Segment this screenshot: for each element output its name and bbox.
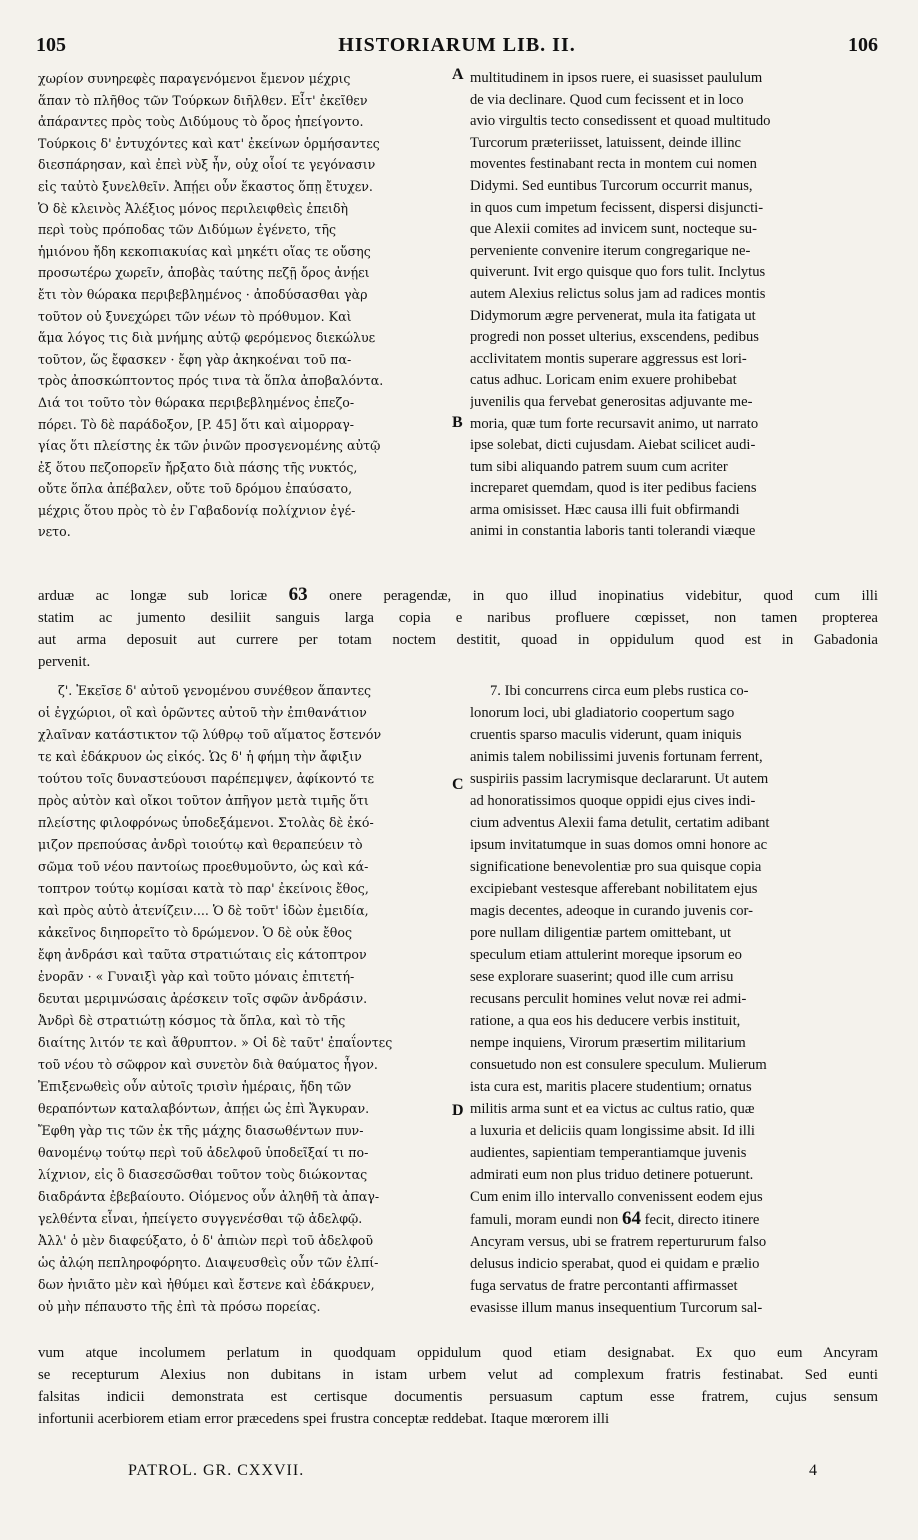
text-line: τοῦτον οὐ ξυνεχώρει τῶν νέων τὸ πρόθυμον. Καὶ <box>38 308 352 324</box>
text-line: Cum enim illo intervallo convenissent eodem ejus <box>470 1189 763 1205</box>
text-line: arduæ ac longæ sub loricæ 63 onere peragendæ, in quo illud inopinatius videbitur, quod cum illi <box>38 584 878 605</box>
text-line: avio virgultis tecto consedissent et quoad multitudo <box>470 113 771 130</box>
text-line: admirati eum non plus triduo detinere potuerunt. <box>470 1167 754 1183</box>
text-line: πρὸς αὐτὸν καὶ οἴκοι τοῦτον ἀπῆγον μετὰ τιμῆς ὅτι <box>38 793 369 808</box>
text-line: pore nullam diligentiæ partem omittebant, ut <box>470 925 732 941</box>
text-line: τοῦ νέου τὸ σῶφρον καὶ συνετὸν διὰ θαύματος ἦγον. <box>38 1057 378 1072</box>
text-line: μιζον πρεπούσας ἀνδρὶ τοιούτῳ καὶ θεραπεύειν τὸ <box>38 837 363 852</box>
footer-gathering-number: 4 <box>809 1462 818 1479</box>
text-line: se recepturum Alexius non dubitans in istam urbem velut ad complexum fratris festinabat. Sed eunti <box>38 1367 878 1383</box>
text-line: ipsum invitatumque in suas domos omni honore ac <box>470 837 768 853</box>
text-line: animi in constantia laboris tanti tolerandi viæque <box>470 523 756 540</box>
text-line: speculum etiam attulerint moreque ipsorum eo <box>470 947 742 963</box>
text-line: ipse solebat, dicti cujusdam. Aiebat scilicet audi- <box>470 437 756 454</box>
greek-column-top <box>38 68 456 543</box>
text-line: Ἐπιξενωθεὶς οὖν αὐτοῖς τρισὶν ἡμέραις, ἤδη τῶν <box>38 1079 352 1094</box>
text-line: excipiebant vestesque afferebant nobilitatem ejus <box>470 881 758 897</box>
latin-fullwidth-continuation <box>38 584 878 673</box>
text-line: moventes festinabant recta in montem cui nomen <box>470 156 757 173</box>
text-line: Ἔφθη γὰρ τις τῶν ἐκ τῆς μάχης διασωθέντων πυν- <box>38 1123 364 1138</box>
text-line: tum sibi aliquando patrem suum cum acriter <box>470 458 728 475</box>
text-line: ζ'. Ἐκεῖσε δ' αὐτοῦ γενομένου συνέθεον ἅπαντες <box>58 683 372 698</box>
text-line: sese explorare suaserint; quod ille cum arrisu <box>470 969 734 985</box>
text-line: τε καὶ ἐδάκρυον ὡς εἰκός. Ὡς δ' ἡ φήμη τὴν ἄφιξιν <box>38 749 362 764</box>
text-line: Διά τοι τοῦτο τὸν θώρακα περιβεβλημένος ἐπεζο- <box>38 394 355 410</box>
text-line: vum atque incolumem perlatum in quodquam oppidulum quod etiam designabat. Ex quo eum Ancyram <box>38 1345 878 1361</box>
text-line: οὔτε ὅπλα ἀπέβαλεν, οὔτε τοῦ δρόμου ἐπαύσατο, <box>38 481 353 497</box>
text-line: significatione benevolentiæ pro sua quisque copia <box>470 859 762 875</box>
text-line: πλείστης φιλοφρόνως ὑποδεξάμενοι. Στολὰς δὲ ἐκό- <box>38 815 374 830</box>
text-line: ratione, a qua eos his deducere verbis instituit, <box>470 1013 741 1029</box>
right-page-number: 106 <box>848 34 878 56</box>
text-line: que Alexii comites ad invicem sunt, nocteque su- <box>470 221 757 238</box>
text-line: Turcorum præteriisset, latuissent, deinde illinc <box>470 134 742 151</box>
text-line: τοῦτον, ὥς ἔφασκεν · ἔφη γὰρ ἀκηκοέναι τοῦ πα- <box>38 351 352 367</box>
text-line: lonorum loci, ubi gladiatorio coopertum sago <box>470 705 735 721</box>
text-line: evasisse illum manus insequentium Turcorum sal- <box>470 1300 763 1316</box>
text-line: θεραπόντων καταλαβόντων, ἀπῄει ὡς ἐπὶ Ἄγκυραν. <box>38 1101 370 1116</box>
text-line: Didymorum ægre pervenerat, mula ita fatigata ut <box>470 307 756 324</box>
text-line: Ἀνδρὶ δὲ στρατιώτῃ κόσμος τὰ ὅπλα, καὶ τὸ τῆς <box>38 1013 346 1028</box>
margin-marker-d: D <box>452 1102 464 1119</box>
text-line: γίας ὅτι πλείστης ἐκ τῶν ῥινῶν προσγενομένης αὐτῷ <box>38 438 381 454</box>
text-line: juvenilis qua fervebat generositas adjuvante me- <box>470 393 753 410</box>
text-line: recusans perculit homines velut novæ rei admi- <box>470 991 747 1007</box>
text-line: σῶμα τοῦ νέου παντοίως προεθυμοῦντο, ὡς καὶ κά- <box>38 859 369 874</box>
text-line: multitudinem in ipsos ruere, ei suasisset paululum <box>470 70 763 86</box>
text-line: δευται μεριμνώσαις ἀρέσκειν τοῖς σφῶν ἀνδράσιν. <box>38 991 368 1006</box>
margin-marker-b: B <box>452 414 463 431</box>
text-line: μέχρις ὅτου πρὸς τὸ ἐν Γαβαδονίᾳ πολίχνιον ἐγέ- <box>38 502 356 518</box>
text-line: χωρίον συνηρεφὲς παραγενόμενοι ἔμενον μέχρις <box>38 71 351 86</box>
text-line: Ancyram versus, ubi se fratrem repertururum falso <box>470 1234 767 1250</box>
text-line: ista cura est, maritis placere studentium; ornatus <box>470 1079 752 1095</box>
text-line: magis decentes, adeoque in curando juvenis cor- <box>470 903 753 919</box>
text-line: τρὸς ἀποσκώπτοντος πρός τινα τὰ ὅπλα ἀποβαλόντα. <box>38 373 384 389</box>
text-line: de via declinare. Quod cum fecissent et in loco <box>470 91 744 108</box>
left-page-number: 105 <box>36 34 66 56</box>
text-line: suspiriis passim lacrymisque declararunt. Ut autem <box>470 771 769 787</box>
text-line: Τούρκοις δ' ἐντυχόντες καὶ κατ' ἐκείνων ὁρμήσαντες <box>38 135 380 151</box>
text-line: διαδράντα ἐβεβαίουτο. Οἰόμενος οὖν ἀληθῆ τὰ ἀπαγ- <box>38 1189 380 1204</box>
text-line: perveniente convenire iterum congregarique ne- <box>470 242 751 259</box>
text-line: statim ac jumento desiliit sanguis larga copia e naribus profluere cœpisset, non tamen propterea <box>38 610 878 626</box>
text-line: acclivitatem montis superare aggressus est lori- <box>470 350 747 367</box>
text-line: aut arma deposuit aut currere per totam noctem destitit, quoad in oppidulum quod est in Gabadonia <box>38 632 878 648</box>
latin-column-middle <box>470 680 878 1319</box>
text-line: infortunii acerbiorem etiam error præcedens spei frustra conceptæ reddebat. Itaque mœrorem illi <box>38 1411 610 1427</box>
text-line: ἐνορᾶν · « Γυναιξὶ γὰρ καὶ τοῦτο μόναις ἐπιτετή- <box>38 969 355 984</box>
text-line: Ὁ δὲ κλεινὸς Ἀλέξιος μόνος περιλειφθεὶς ἐπειδὴ <box>38 200 349 216</box>
text-line: arma omisisset. Hæc causa illi fuit obfirmandi <box>470 501 740 518</box>
migne-column-number: 64 <box>622 1208 641 1229</box>
text-line: autem Alexius relictus solus jam ad radices montis <box>470 285 766 302</box>
text-line: καὶ πρὸς αὐτὸ ἀτενίζειν.... Ὁ δὲ τοῦτ' ἰδὼν ἐμειδία, <box>38 903 369 918</box>
running-header <box>36 34 878 60</box>
text-line: τοπτρον τούτῳ κομίσαι κατὰ τὸ παρ' ἐκείνοις ἔθος, <box>38 881 369 896</box>
text-line: νετο. <box>38 524 71 540</box>
text-line: θανομένῳ τούτῳ περὶ τοῦ ἀδελφοῦ ὑποδεῖξαί τι πο- <box>38 1145 369 1160</box>
text-line: ἀπάραντες πρὸς τοὺς Διδύμους τὸ ὄρος ἠπείγοντο. <box>38 114 364 130</box>
margin-marker-a: A <box>452 66 464 83</box>
text-line: nempe inquiens, Virorum præsertim militarium <box>470 1035 746 1051</box>
text-line: τούτου τοῖς δυναστεύουσι παρέπεμψεν, ἀφίκοντό τε <box>38 771 375 786</box>
text-line: διεσπάρησαν, καὶ ἐπεὶ νὺξ ἦν, οὐχ οἷοί τε γεγόνασιν <box>38 157 376 173</box>
text-line: ὡς ἀλῴη πεπληροφόρητο. Διαψευσθεὶς οὖν τῶν ἐλπί- <box>38 1255 379 1270</box>
text-line: pervenit. <box>38 654 91 670</box>
text-line: catus adhuc. Loricam enim exuere prohibebat <box>470 372 737 389</box>
text-line: ἡμιόνου ἤδη κεκοπιακυίας καὶ μηκέτι οἵας τε οὔσης <box>38 243 371 259</box>
latin-fullwidth-bottom <box>38 1342 878 1430</box>
text-line: οἱ ἐγχώριοι, οἳ καὶ ὁρῶντες αὐτοῦ τὴν ἐπιθανάτιον <box>38 705 367 720</box>
text-line: πόρει. Τὸ δὲ παράδοξον, [P. 45] ὅτι καὶ αἱμορραγ- <box>38 416 354 432</box>
text-line: χλαῖναν κατάστικτον τῷ λύθρῳ τοῦ αἵματος ἔστενόν <box>38 727 382 742</box>
text-line: οὐ μὴν πέπαυστο τῆς ἐπὶ τὰ πρόσω πορείας. <box>38 1299 321 1314</box>
text-line: animis talem nobilissimi juvenis fortunam ferrent, <box>470 749 763 765</box>
text-line: militis arma sunt et ea victus ac cultus ratio, quæ <box>470 1101 755 1117</box>
running-title: HISTORIARUM LIB. II. <box>338 34 576 56</box>
text-line: audientes, sapientiam temperantiamque juvenis <box>470 1145 747 1161</box>
text-line: progredi non posset ulterius, exscendens, pedibus <box>470 329 759 346</box>
text-line: cruentis sparso maculis viderunt, quam iniquis <box>470 727 742 743</box>
text-line: ἅμα λόγος τις διὰ μνήμης αὐτῷ φερόμενος διεκώλυε <box>38 330 376 346</box>
text-line: κἀκεῖνος διηπορεῖτο τὸ δρώμενον. Ὁ δὲ οὐκ ἔθος <box>38 925 353 940</box>
text-line: λίχνιον, εἰς ὃ διασεσῶσθαι τοῦτον τοὺς διώκοντας <box>38 1167 368 1182</box>
text-line: ad honoratissimos quoque oppidi ejus cives indi- <box>470 793 756 809</box>
migne-column-number: 63 <box>288 584 308 605</box>
text-line: moria, quæ tum forte recursavit animo, ut narrato <box>470 415 759 432</box>
text-line: in quos cum impetum fecissent, dispersi disjuncti- <box>470 199 764 216</box>
text-line: διαίτης λιτόν τε καὶ ἄθρυπτον. » Οἱ δὲ ταῦτ' ἐπαΐοντες <box>38 1035 393 1050</box>
text-line: περὶ τοὺς πρόποδας τῶν Διδύμων ἐγένετο, τῆς <box>38 222 337 238</box>
text-line: προσωτέρω χωρεῖν, ἀποβὰς ταύτης πεζῇ ὄρος ἀνῄει <box>38 265 370 281</box>
text-line: cium adventus Alexii fama detulit, certatim adibant <box>470 815 770 831</box>
text-line: increparet quemdam, quod is iter pedibus faciens <box>470 480 757 497</box>
text-line: delusus indicio sperabat, quod ei quidam e prælio <box>470 1256 760 1272</box>
text-line: ἐξ ὅτου πεζοπορεῖν ἤρξατο διὰ πάσης τῆς νυκτός, <box>38 459 358 475</box>
text-line: γελθέντα εἶναι, ἠπείγετο συγγενέσθαι τῷ ἀδελφῷ. <box>38 1211 363 1226</box>
text-line: falsitas indicii demonstrata est certisque documentis persuasum captum esse fratrem, cujus sensum <box>38 1389 878 1405</box>
footer-signature: PATROL. GR. CXXVII. <box>128 1462 305 1479</box>
text-line: Ἀλλ' ὁ μὲν διαφεύξατο, ὁ δ' ἀπιὼν περὶ τοῦ ἀδελφοῦ <box>38 1233 374 1248</box>
text-line: Didymi. Sed euntibus Turcorum occurrit manus, <box>470 177 753 194</box>
text-line: famuli, moram eundi non 64 fecit, directo itinere <box>470 1208 760 1229</box>
text-line: ἅπαν τὸ πλῆθος τῶν Τούρκων διῆλθεν. Εἶτ' ἐκεῖθεν <box>38 92 368 108</box>
page-footer <box>128 1462 818 1480</box>
text-line: δων ἠνιᾶτο μὲν καὶ ἠθύμει καὶ ἔστενε καὶ ἐδάκρυεν, <box>38 1277 375 1292</box>
text-line: quiverunt. Ivit ergo quisque quo fors tulit. Inclytus <box>470 264 766 281</box>
text-line: 7. Ibi concurrens circa eum plebs rustica co- <box>490 683 749 699</box>
text-line: a luxuria et deliciis quam longissime absit. Id illi <box>470 1123 755 1139</box>
text-line: ἔφη ἀνδράσι καὶ ταῦτα στρατιώταις εἰς κάτοπτρον <box>38 947 367 962</box>
text-line: consuetudo non est consulere speculum. Mulierum <box>470 1057 767 1073</box>
text-line: fuga servatus de fratre percontanti affirmasset <box>470 1278 738 1294</box>
text-line: ἔτι τὸν θώρακα περιβεβλημένος · ἀποδύσασθαι γὰρ <box>38 286 368 302</box>
latin-column-top <box>470 68 878 543</box>
greek-column-middle <box>38 680 456 1318</box>
text-line: εἰς ταὐτὸ ξυνελθεῖν. Ἀπῄει οὖν ἕκαστος ὅπῃ ἔτυχεν. <box>38 178 373 194</box>
margin-marker-c: C <box>452 776 464 793</box>
